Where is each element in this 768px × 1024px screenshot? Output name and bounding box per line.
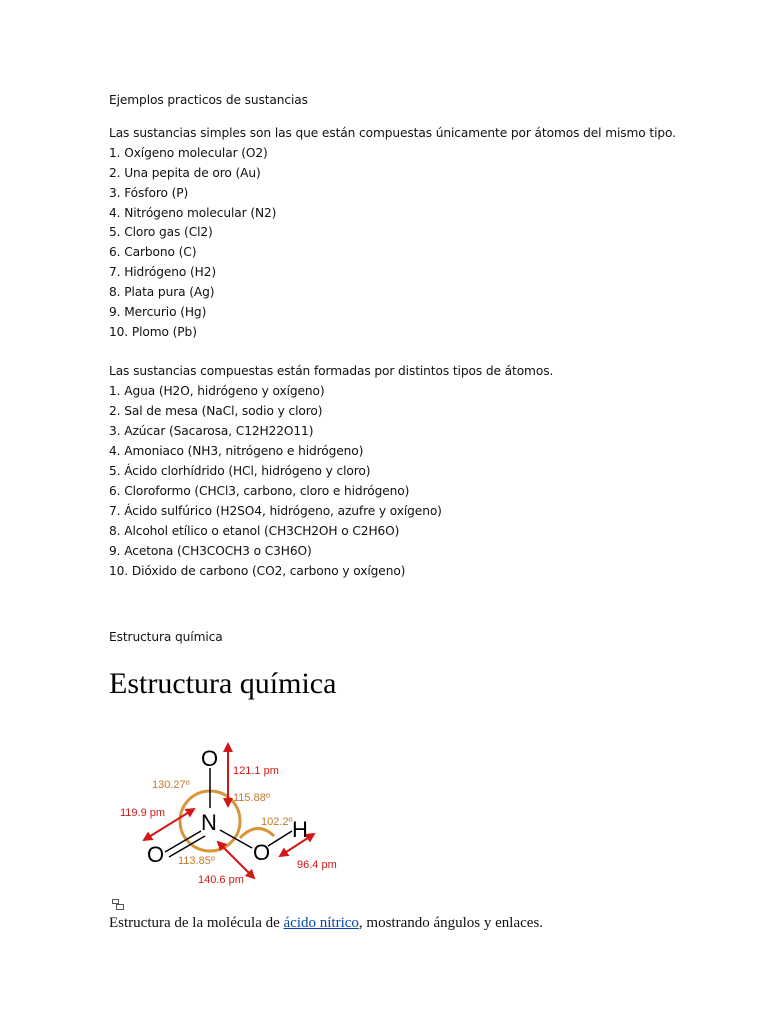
intro-heading: Ejemplos practicos de sustancias — [109, 93, 308, 107]
caption-text-before: Estructura de la molécula de — [109, 915, 284, 931]
list-item: 4. Nitrógeno molecular (N2) — [109, 206, 277, 220]
list-item: 6. Cloroformo (CHCl3, carbono, cloro e hidrógeno) — [109, 484, 410, 498]
bond-label: 140.6 pm — [198, 874, 244, 886]
list-item: 10. Plomo (Pb) — [109, 325, 197, 339]
list-item: 7. Hidrógeno (H2) — [109, 265, 217, 279]
list-item: 3. Fósforo (P) — [109, 186, 189, 200]
list-item: 1. Agua (H2O, hidrógeno y oxígeno) — [109, 384, 325, 398]
nitric-acid-diagram — [112, 738, 352, 888]
section-title: Estructura química — [109, 667, 337, 700]
bond-label: 96.4 pm — [297, 859, 337, 871]
expand-image-icon[interactable] — [112, 899, 124, 911]
bond-label: 119.9 pm — [120, 807, 166, 819]
list-item: 9. Mercurio (Hg) — [109, 305, 207, 319]
list-item: 5. Ácido clorhídrido (HCl, hidrógeno y cloro) — [109, 464, 371, 478]
atom-n: N — [201, 810, 217, 835]
section-label: Estructura química — [109, 630, 223, 644]
list-item: 1. Oxígeno molecular (O2) — [109, 146, 268, 160]
angle-label: 115.88º — [233, 792, 270, 804]
list-item: 4. Amoniaco (NH3, nitrógeno e hidrógeno) — [109, 444, 364, 458]
angle-label: 113.85º — [178, 855, 215, 867]
list-item: 2. Una pepita de oro (Au) — [109, 166, 261, 180]
list-item: 8. Alcohol etílico o etanol (CH3CH2OH o C2H6O) — [109, 524, 400, 538]
list-item: 10. Dióxido de carbono (CO2, carbono y oxígeno) — [109, 564, 406, 578]
list-item: 7. Ácido sulfúrico (H2SO4, hidrógeno, azufre y oxígeno) — [109, 504, 442, 518]
list-item: 2. Sal de mesa (NaCl, sodio y cloro) — [109, 404, 323, 418]
list-item: 6. Carbono (C) — [109, 245, 197, 259]
list-item: 5. Cloro gas (Cl2) — [109, 225, 213, 239]
angle-label: 130.27º — [152, 779, 190, 791]
list-item: 3. Azúcar (Sacarosa, C12H22O11) — [109, 424, 314, 438]
bond-label: 121.1 pm — [233, 765, 279, 777]
compound-intro: Las sustancias compuestas están formadas por distintos tipos de átomos. — [109, 364, 554, 378]
simple-intro: Las sustancias simples son las que están compuestas únicamente por átomos del mismo tipo. — [109, 126, 676, 140]
angle-arc-right — [240, 828, 274, 838]
atom-o-left: O — [147, 842, 165, 867]
atom-o-right: O — [253, 840, 271, 865]
caption-text-after: , mostrando ángulos y enlaces. — [358, 915, 544, 931]
atom-h: H — [292, 817, 308, 842]
nitric-acid-link[interactable]: ácido nítrico — [283, 915, 359, 931]
list-item: 9. Acetona (CH3COCH3 o C3H6O) — [109, 544, 312, 558]
image-caption — [109, 913, 543, 933]
list-item: 8. Plata pura (Ag) — [109, 285, 215, 299]
angle-label: 102.2º — [261, 816, 293, 828]
atom-o-top: O — [201, 746, 219, 771]
arrow-140 — [218, 842, 254, 878]
